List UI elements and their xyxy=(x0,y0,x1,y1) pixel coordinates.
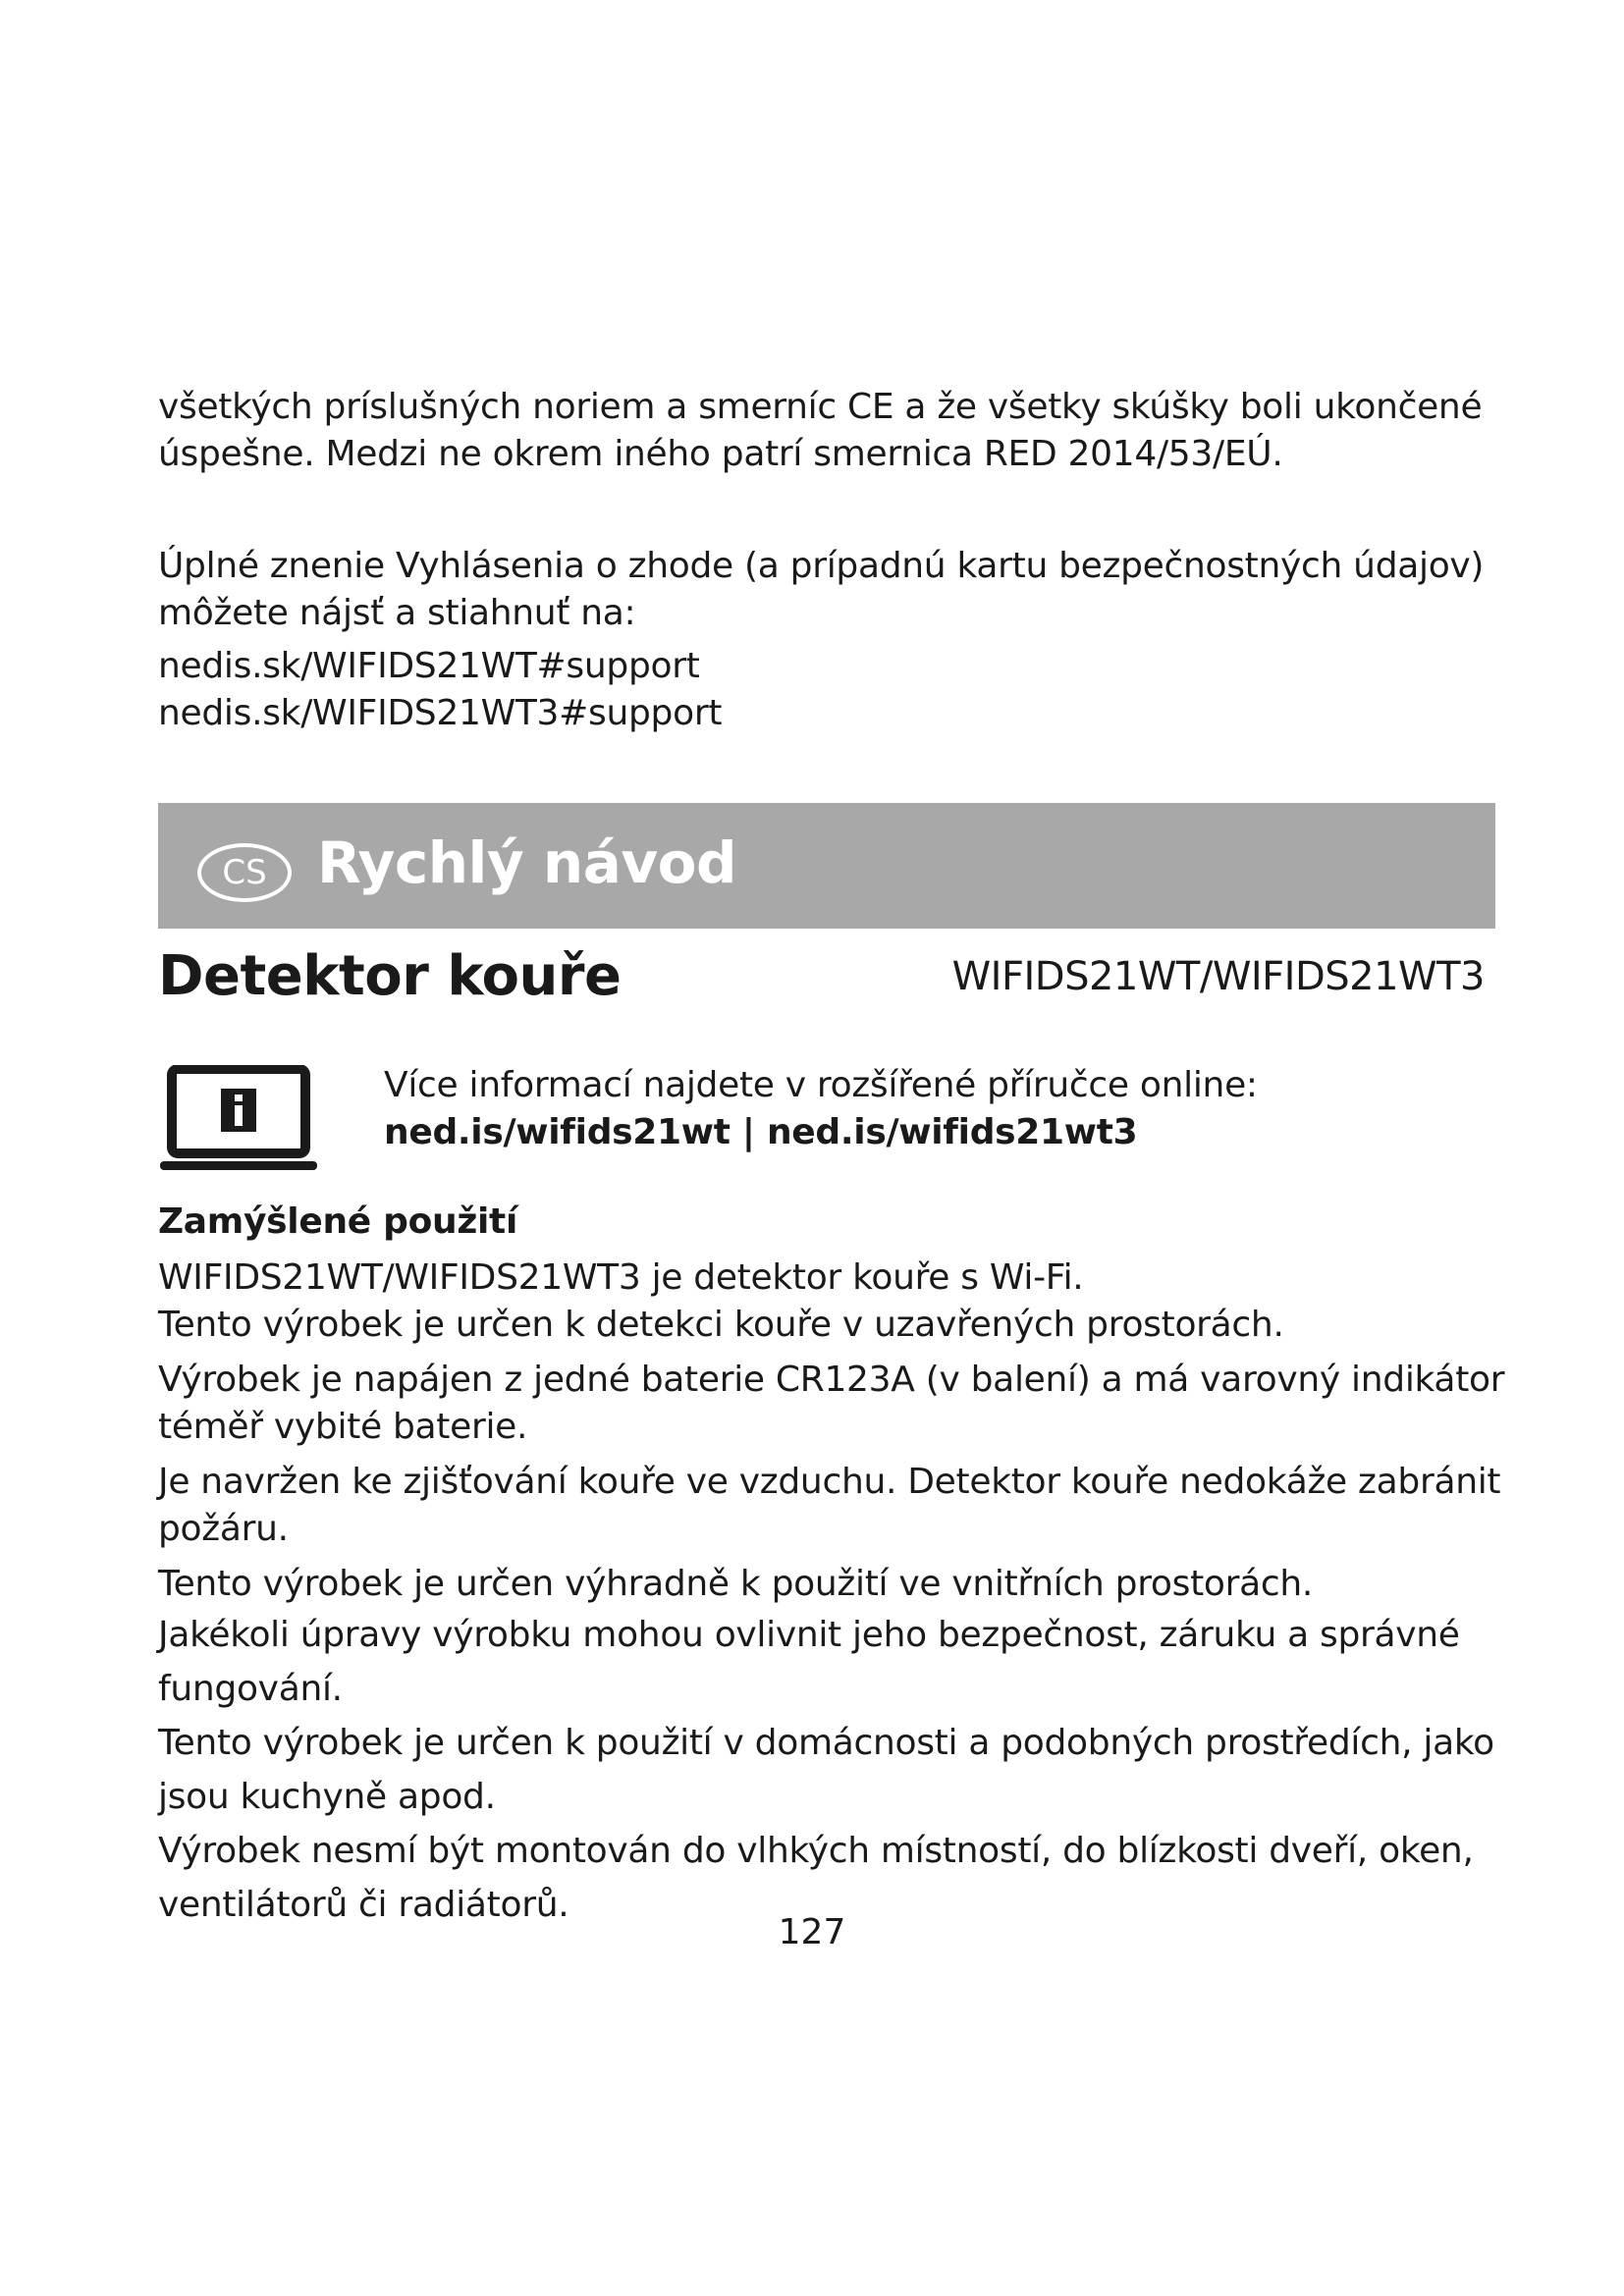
intro-paragraph xyxy=(158,384,1493,478)
usage-line: téměř vybité baterie. xyxy=(158,1407,528,1447)
language-badge: CS xyxy=(197,843,292,902)
full-text-paragraph xyxy=(158,543,1493,637)
usage-line: Výrobek je napájen z jedné baterie CR123A (v balení) a má varovný indikátor xyxy=(158,1360,1505,1400)
laptop-info-icon xyxy=(160,1065,317,1175)
usage-line: požáru. xyxy=(158,1509,289,1549)
usage-paragraph: WIFIDS21WT/WIFIDS21WT3 je detektor kouře s Wi-Fi. xyxy=(158,1257,1084,1298)
usage-line: Tento výrobek je určen k použití v domácnosti a podobných prostředích, jako xyxy=(158,1723,1494,1763)
full-text-line: Úplné znenie Vyhlásenia o zhode (a prípadnú kartu bezpečnostných údajov) xyxy=(158,546,1485,586)
usage-line: fungování. xyxy=(158,1669,343,1709)
banner-title: Rychlý návod xyxy=(317,829,737,896)
support-link-wifids21wt3: nedis.sk/WIFIDS21WT3#support xyxy=(158,693,723,733)
more-info-text: Více informací najdete v rozšířené příručce online: xyxy=(384,1065,1258,1105)
support-link-wifids21wt: nedis.sk/WIFIDS21WT#support xyxy=(158,646,700,686)
model-code: WIFIDS21WT/WIFIDS21WT3 xyxy=(951,954,1485,999)
more-info-links: ned.is/wifids21wt | ned.is/wifids21wt3 xyxy=(384,1112,1138,1152)
usage-paragraph xyxy=(158,1357,1505,1451)
usage-paragraph xyxy=(158,1459,1501,1553)
usage-line: Jakékoli úpravy výrobku mohou ovlivnit jeho bezpečnost, záruku a správné xyxy=(158,1615,1460,1655)
usage-paragraph xyxy=(158,1608,1493,1716)
usage-paragraph: Tento výrobek je určen k detekci kouře v uzavřených prostorách. xyxy=(158,1305,1284,1345)
support-links xyxy=(158,643,1493,737)
usage-line: ventilátorů či radiátorů. xyxy=(158,1885,569,1925)
usage-line: Výrobek nesmí být montován do vlhkých místností, do blízkosti dveří, oken, xyxy=(158,1831,1474,1871)
usage-line: jsou kuchyně apod. xyxy=(158,1777,496,1817)
intended-use-body xyxy=(158,1255,1505,1932)
usage-line: Je navržen ke zjišťování kouře ve vzduchu. Detektor kouře nedokáže zabránit xyxy=(158,1462,1501,1502)
page-number: 127 xyxy=(778,1912,846,1952)
intended-use-heading: Zamýšlené použití xyxy=(158,1201,518,1242)
section-banner xyxy=(158,803,1495,929)
full-text-line: môžete nájsť a stiahnuť na: xyxy=(158,593,636,633)
intro-line: všetkých príslušných noriem a smerníc CE a že všetky skúšky boli ukončené xyxy=(158,387,1483,427)
usage-paragraph: Tento výrobek je určen výhradně k použití ve vnitřních prostorách. xyxy=(158,1564,1314,1604)
intro-line: úspešne. Medzi ne okrem iného patrí smernica RED 2014/53/EÚ. xyxy=(158,434,1283,474)
usage-paragraph xyxy=(158,1716,1493,1824)
product-title: Detektor kouře xyxy=(158,944,622,1008)
more-info xyxy=(384,1062,1258,1156)
